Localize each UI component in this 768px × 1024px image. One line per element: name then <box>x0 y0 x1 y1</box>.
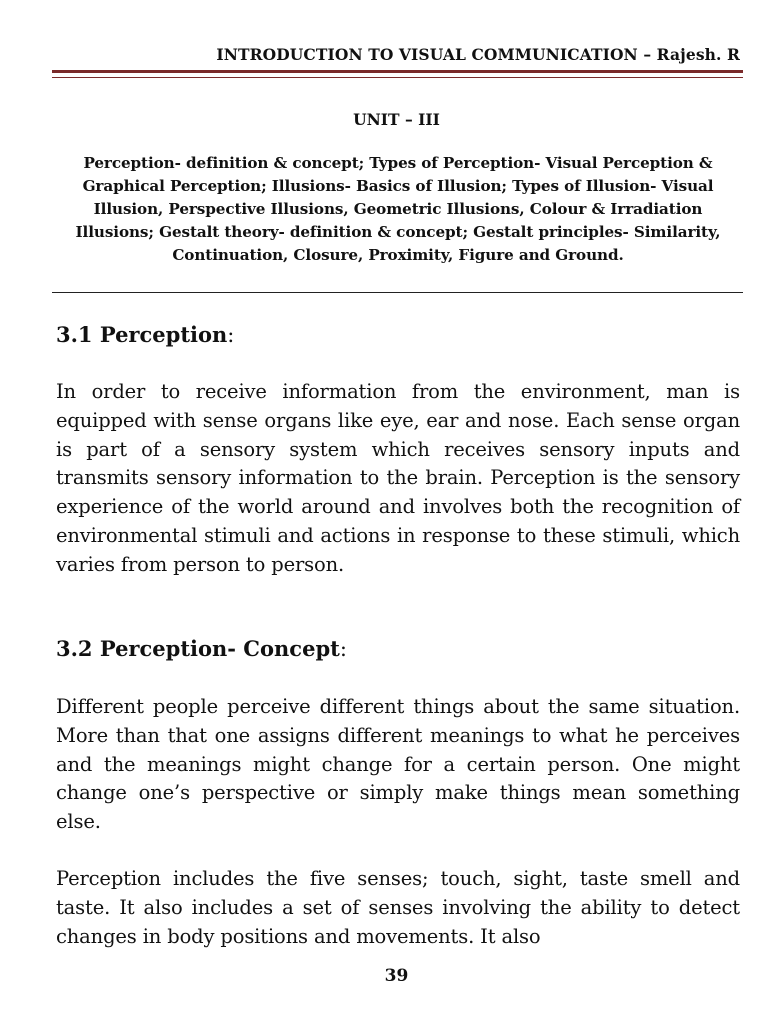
unit-heading: UNIT – III <box>353 110 440 129</box>
unit-syllabus: Perception- definition & concept; Types of Perception- Visual Perception & Graphical Perception; Illusions- Basics of Illusion; Types of Illusion- Visual Illusion, Perspective Illusions, Geometric Illusions, Colour & Irradiation Illusions; Gestalt theory- definition & concept; Gestalt principles- Similarity, Continuation, Closure, Proximity, Figure and Ground. <box>75 154 721 264</box>
header-rule-thick <box>52 70 743 73</box>
paragraph-perception: In order to receive information from the environment, man is equipped with sense organs like eye, ear and nose. Each sense organ is part of a sensory system which receives sensory inputs and transmits sensory information to the brain. Perception is the sensory experience of the world around and involves both the recognition of environmental stimuli and actions in response to these stimuli, which varies from person to person. <box>56 380 740 576</box>
section-heading-text: 3.2 Perception- Concept <box>56 636 340 661</box>
paragraph-senses: Perception includes the five senses; touch, sight, taste smell and taste. It also includes a set of senses involving the ability to detect changes in body positions and movements. It also <box>56 867 740 948</box>
page-number: 39 <box>384 966 409 986</box>
section-heading-text: 3.1 Perception <box>56 322 228 347</box>
section-heading-3-1 <box>56 322 234 347</box>
header-rule-thin <box>52 77 743 78</box>
running-header: INTRODUCTION TO VISUAL COMMUNICATION – Rajesh. R <box>216 45 740 64</box>
section-heading-3-2 <box>56 636 347 661</box>
syllabus-divider <box>52 292 743 293</box>
paragraph-concept: Different people perceive different things about the same situation. More than that one assigns different meanings to what he perceives and the meanings might change for a certain person. One might change one’s perspective or simply make things mean something else. <box>56 695 740 834</box>
section-heading-colon: : <box>227 323 235 347</box>
section-heading-colon: : <box>339 637 347 661</box>
